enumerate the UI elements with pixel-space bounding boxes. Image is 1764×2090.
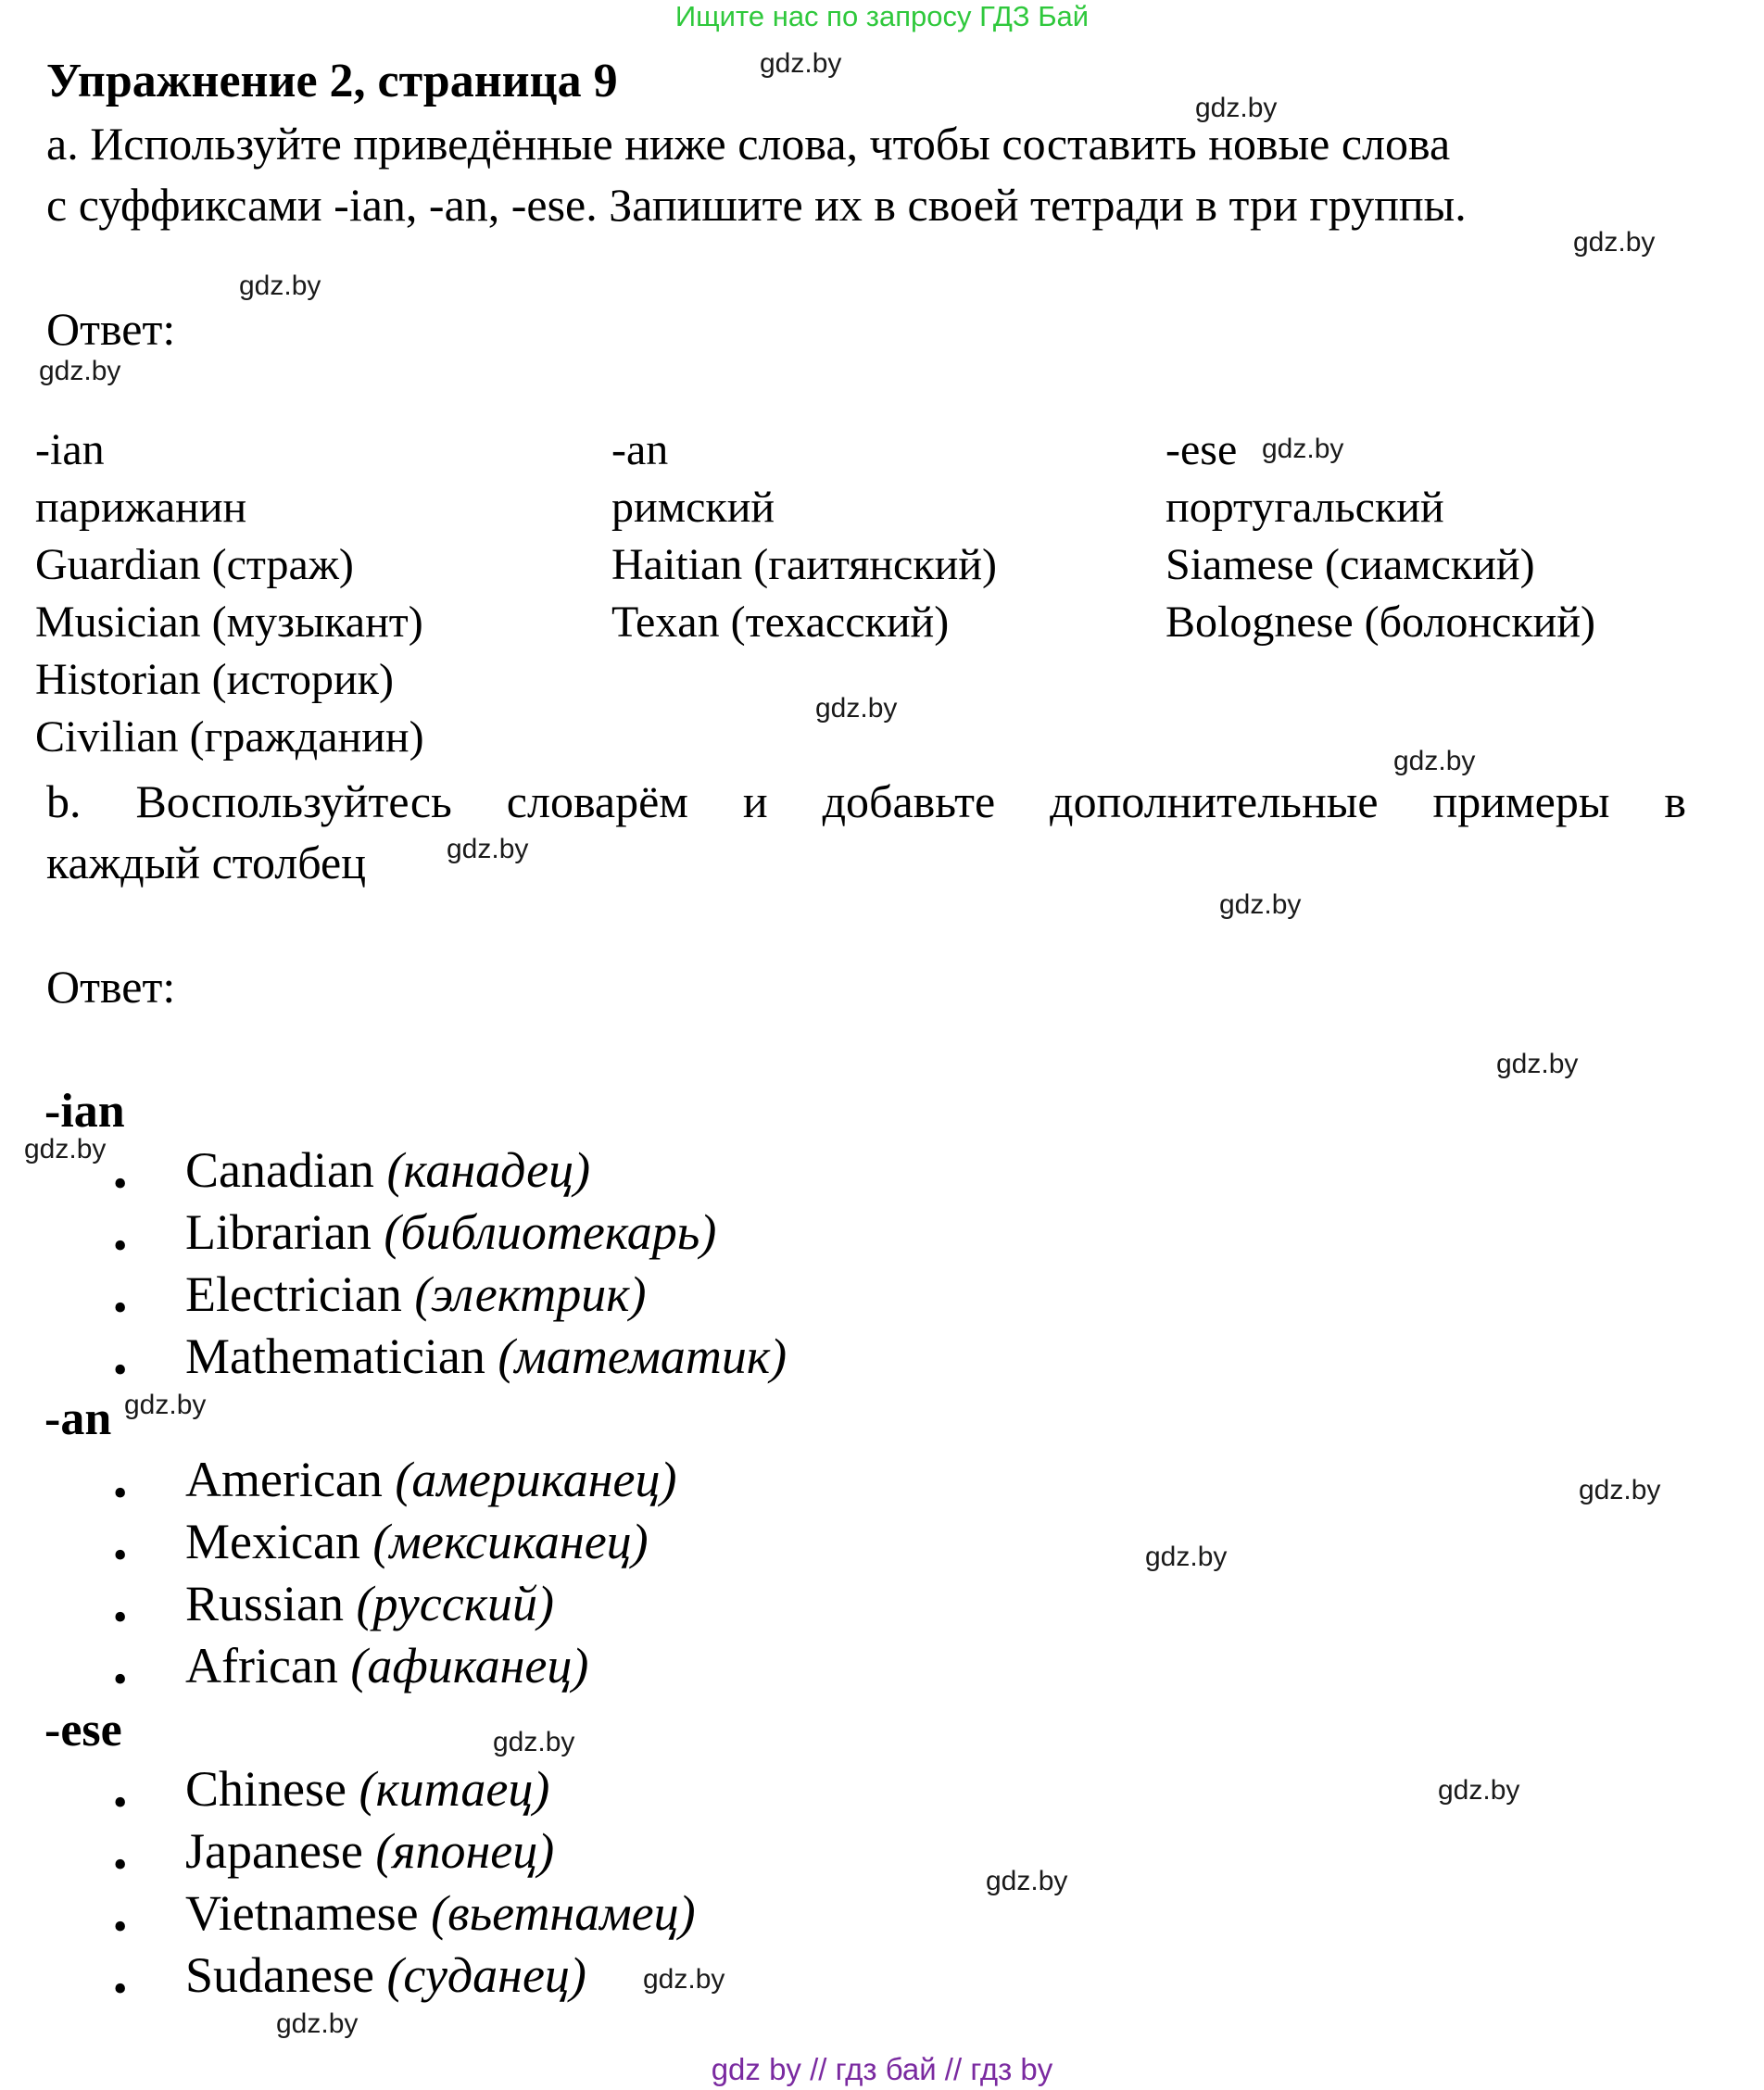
column-header-an: -an: [611, 425, 669, 474]
table-cell: Siamese (сиамский): [1166, 540, 1535, 589]
bullet-icon: •: [113, 1223, 128, 1268]
bullet-icon: •: [113, 1161, 128, 1206]
item-word: Vietnamese: [185, 1885, 419, 1941]
item-word: Russian: [185, 1576, 345, 1631]
list-item: [185, 1946, 586, 2004]
list-item: [185, 1513, 649, 1570]
item-word: Chinese: [185, 1761, 346, 1817]
item-translation: (китаец): [359, 1761, 550, 1817]
list-item: [185, 1328, 787, 1385]
watermark: gdz.by: [1573, 227, 1656, 258]
watermark: gdz.by: [124, 1390, 207, 1420]
bullet-icon: •: [113, 1532, 128, 1578]
item-word: Sudanese: [185, 1947, 374, 2003]
bullet-icon: •: [113, 1594, 128, 1640]
list-item: [185, 1760, 549, 1818]
item-word: Japanese: [185, 1823, 363, 1879]
answer-label-2: Ответ:: [46, 961, 176, 1013]
answer-label: Ответ:: [46, 303, 176, 355]
watermark: gdz.by: [815, 693, 898, 724]
bullet-icon: •: [113, 1842, 128, 1887]
table-cell: римский: [611, 483, 775, 532]
watermark: gdz.by: [1496, 1049, 1579, 1079]
item-translation: (русский): [356, 1576, 554, 1631]
watermark: gdz.by: [447, 834, 529, 864]
list-item: [185, 1265, 646, 1323]
bullet-icon: •: [113, 1966, 128, 2011]
list-item: [185, 1575, 554, 1632]
table-cell: Texan (техасский): [611, 598, 950, 647]
table-cell: Bolognese (болонский): [1166, 598, 1596, 647]
item-translation: (афиканец): [350, 1638, 589, 1693]
section-head-an: -an: [44, 1392, 112, 1445]
watermark: gdz.by: [1438, 1775, 1520, 1806]
list-item: [185, 1637, 588, 1694]
item-word: Electrician: [185, 1266, 402, 1322]
item-translation: (японец): [375, 1823, 555, 1879]
item-word: Librarian: [185, 1204, 372, 1260]
table-cell: Historian (историк): [35, 655, 394, 704]
section-head-ese: -ese: [44, 1704, 122, 1756]
watermark: gdz.by: [760, 48, 842, 79]
item-translation: (суданец): [386, 1947, 586, 2003]
item-translation: (электрик): [414, 1266, 647, 1322]
table-cell: парижанин: [35, 483, 247, 532]
table-cell: Musician (музыкант): [35, 598, 423, 647]
item-translation: (вьетнамец): [431, 1885, 696, 1941]
task-a-line-2: с суффиксами -ian, -an, -ese. Запишите их в своей тетради в три группы.: [46, 179, 1467, 231]
item-word: Canadian: [185, 1142, 374, 1198]
list-item: [185, 1822, 554, 1880]
task-a-line-1: a. Используйте приведённые ниже слова, чтобы составить новые слова: [46, 118, 1451, 170]
watermark: gdz.by: [986, 1866, 1068, 1896]
watermark: gdz.by: [39, 356, 121, 386]
watermark: gdz.by: [239, 271, 321, 301]
top-banner-link[interactable]: Ищите нас по запросу ГДЗ Бай: [674, 0, 1090, 32]
column-header-ian: -ian: [35, 425, 105, 474]
item-word: American: [185, 1452, 383, 1507]
list-item: [185, 1141, 590, 1199]
footer-links[interactable]: gdz by // гдз бай // гдз by: [711, 2052, 1053, 2086]
item-translation: (библиотекарь): [384, 1204, 717, 1260]
watermark: gdz.by: [1195, 93, 1278, 123]
watermark: gdz.by: [1219, 889, 1302, 920]
list-item: [185, 1451, 676, 1508]
bullet-icon: •: [113, 1656, 128, 1702]
watermark: gdz.by: [1393, 746, 1476, 776]
table-cell: Civilian (гражданин): [35, 712, 424, 762]
watermark: gdz.by: [1579, 1475, 1661, 1505]
item-translation: (мексиканец): [372, 1514, 649, 1569]
exercise-title: Упражнение 2, страница 9: [46, 55, 618, 107]
table-cell: португальский: [1166, 483, 1444, 532]
section-head-ian: -ian: [44, 1085, 125, 1138]
watermark: gdz.by: [276, 2008, 359, 2039]
bullet-icon: •: [113, 1780, 128, 1825]
bullet-icon: •: [113, 1470, 128, 1516]
bullet-icon: •: [113, 1285, 128, 1330]
item-translation: (математик): [498, 1328, 788, 1384]
table-cell: Guardian (страж): [35, 540, 354, 589]
column-header-ese: -ese: [1166, 425, 1238, 474]
item-translation: (американец): [395, 1452, 677, 1507]
item-translation: (канадец): [386, 1142, 591, 1198]
item-word: African: [185, 1638, 338, 1693]
bullet-icon: •: [113, 1904, 128, 1949]
list-item: [185, 1203, 716, 1261]
item-word: Mathematician: [185, 1328, 485, 1384]
watermark: gdz.by: [1262, 434, 1344, 464]
list-item: [185, 1884, 696, 1942]
task-b-line-1: b. Воспользуйтесь словарём и добавьте дополнительные примеры в: [46, 775, 1686, 827]
watermark: gdz.by: [493, 1727, 575, 1757]
item-word: Mexican: [185, 1514, 360, 1569]
table-cell: Haitian (гаитянский): [611, 540, 998, 589]
bullet-icon: •: [113, 1347, 128, 1392]
watermark: gdz.by: [1145, 1542, 1228, 1572]
watermark: gdz.by: [24, 1134, 107, 1165]
watermark: gdz.by: [643, 1964, 725, 1995]
task-b-line-2: каждый столбец: [46, 837, 366, 888]
